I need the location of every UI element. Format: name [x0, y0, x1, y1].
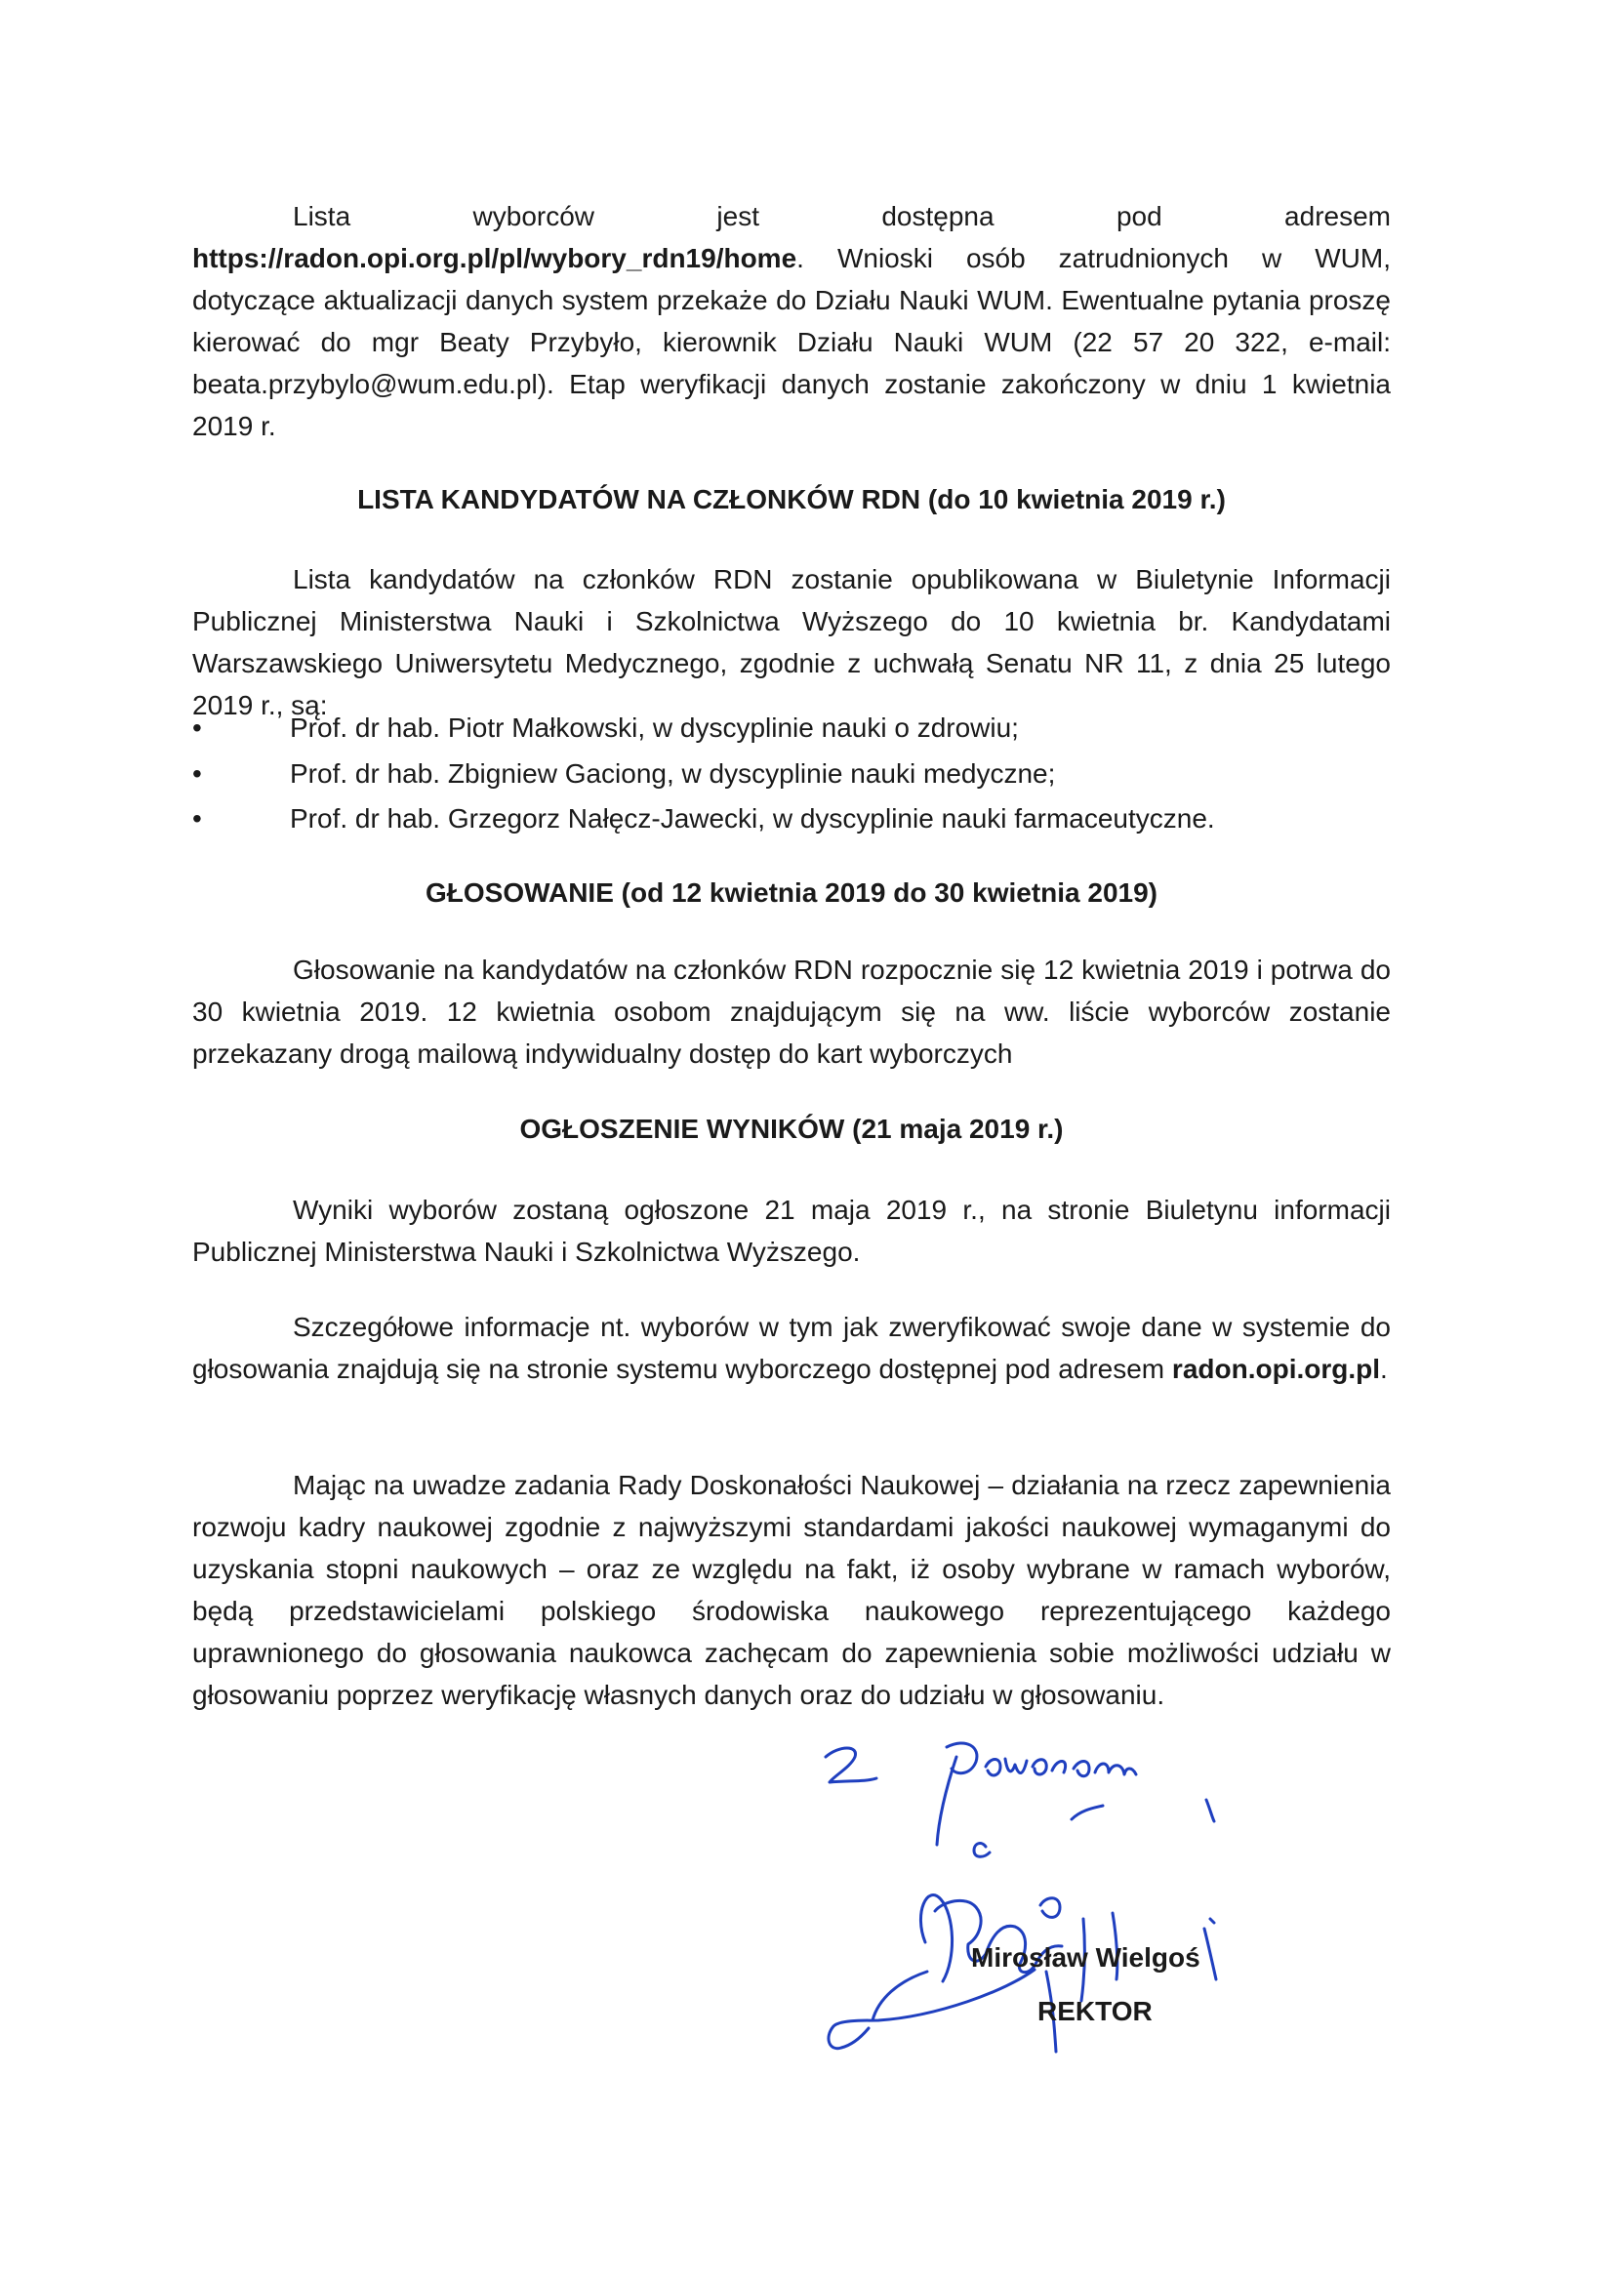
bullet: • [192, 803, 202, 834]
p5-text: Szczegółowe informacje nt. wyborów w tym jak zweryfikować swoje dane w systemie do głosowania znajdują się na stronie systemu wyborczego dostępnej pod adresem [192, 1312, 1391, 1384]
p5-text-after: . [1380, 1354, 1388, 1384]
paragraph-appeal: Mając na uwadze zadania Rady Doskonałości Naukowej – działania na rzecz zapewnienia rozwoju kadry naukowej zgodnie z najwyższymi standardami jakości naukowej wymaganymi do uzyskania stopni naukowych – oraz ze względu na fakt, iż osoby wybrane w ramach wyborów, będą przedstawicielami polskiego środowiska naukowego reprezentującego każdego uprawnionego do głosowania naukowca zachęcam do zapewnienia sobie możliwości udziału w głosowaniu poprzez weryfikację własnych danych oraz do udziału w głosowaniu. [192, 1470, 1391, 1710]
candidate-name: Prof. dr hab. Piotr Małkowski, w dyscyplinie nauki o zdrowiu; [290, 712, 1019, 743]
heading-candidate-list: LISTA KANDYDATÓW NA CZŁONKÓW RDN (do 10 kwietnia 2019 r.) [357, 484, 1226, 514]
paragraph-candidates: Lista kandydatów na członków RDN zostanie opublikowana w Biuletynie Informacji Publicznej Ministerstwa Nauki i Szkolnictwa Wyższego do 10 kwietnia br. Kandydatami Warszawskiego Uniwersytetu Medycznego, zgodnie z uchwałą Senatu NR 11, z dnia 25 lutego 2019 r., są: [192, 564, 1391, 720]
p1-text-after: . Wnioski osób zatrudnionych w WUM, dotyczące aktualizacji danych system przekaże do Działu Nauki WUM. Ewentualne pytania proszę kierować do mgr Beaty Przybyło, kierownik Działu Nauki WUM (22 57 20 322, e-mail: beata.przybylo@wum.edu.pl). Etap weryfikacji danych zostanie zakończony w dniu 1 kwietnia 2019 r. [192, 243, 1391, 441]
p1-text: Lista wyborców jest dostępna pod adresem [293, 201, 1391, 231]
heading-voting: GŁOSOWANIE (od 12 kwietnia 2019 do 30 kwietnia 2019) [425, 877, 1158, 908]
radon-url: radon.opi.org.pl [1171, 1354, 1381, 1384]
paragraph-details [192, 1306, 1391, 1390]
paragraph-results: Wyniki wyborów zostaną ogłoszone 21 maja 2019 r., na stronie Biuletynu informacji Publicznej Ministerstwa Nauki i Szkolnictwa Wyższego. [192, 1195, 1391, 1267]
candidate-name: Prof. dr hab. Zbigniew Gaciong, w dyscyplinie nauki medyczne; [290, 758, 1056, 789]
voter-list-url: https://radon.opi.org.pl/pl/wybory_rdn19/home [192, 243, 797, 273]
paragraph-voter-list [192, 195, 1391, 447]
signatory-role: REKTOR [1037, 1996, 1153, 2026]
bullet: • [192, 712, 202, 743]
paragraph-voting: Głosowanie na kandydatów na członków RDN rozpocznie się 12 kwietnia 2019 i potrwa do 30 kwietnia 2019. 12 kwietnia osobom znajdującym się na ww. liście wyborców zostanie przekazany drogą mailową indywidualny dostęp do kart wyborczych [192, 955, 1391, 1069]
heading-results: OGŁOSZENIE WYNIKÓW (21 maja 2019 r.) [519, 1114, 1064, 1144]
signatory-name: Mirosław Wielgoś [971, 1942, 1200, 1973]
bullet: • [192, 758, 202, 789]
candidate-name: Prof. dr hab. Grzegorz Nałęcz-Jawecki, w dyscyplinie nauki farmaceutyczne. [290, 803, 1215, 834]
